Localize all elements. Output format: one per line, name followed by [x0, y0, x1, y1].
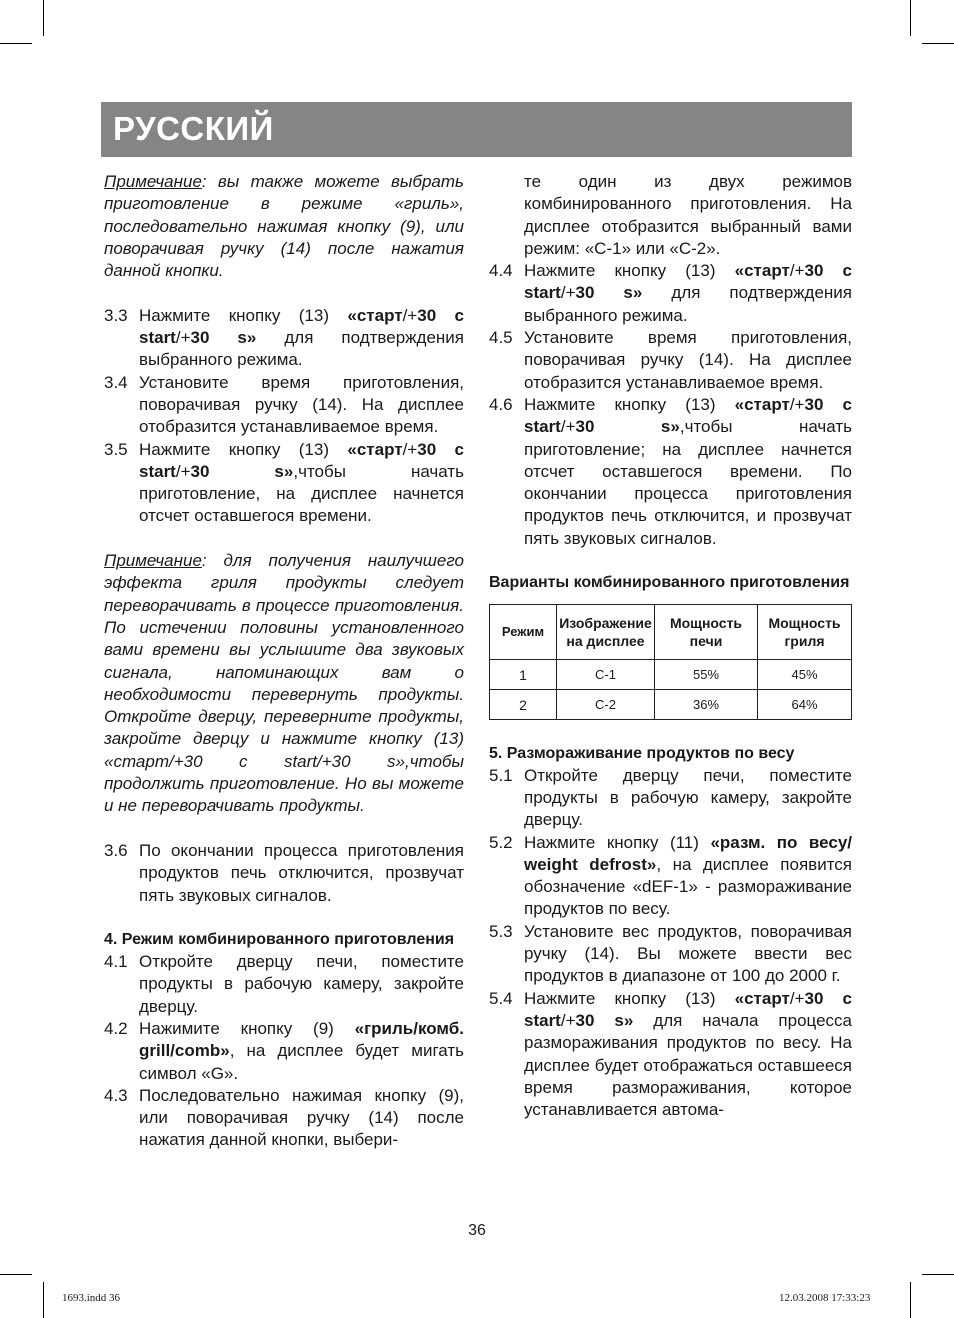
table-header: Мощность гриля: [758, 605, 852, 660]
table-row: 2 C-2 36% 64%: [490, 690, 852, 720]
section-heading-4: 4. Режим комбинированного приготовления: [104, 931, 455, 949]
table-header: Мощность печи: [655, 605, 758, 660]
step-3-5: 3.5 Нажмите кнопку (13) «старт/+30 c start/+30 s»,чтобы начать приготовление, на дисплее начнется отсчет оставшегося времени.: [104, 439, 465, 526]
step-4-1: 4.1 Откройте дверцу печи, поместите продукты в рабочую камеру, закройте дверцу.: [104, 952, 464, 1016]
table-header: Изображение на дисплее: [557, 605, 655, 660]
crop-mark: [43, 1282, 44, 1318]
right-column: [489, 171, 852, 1121]
crop-mark: [910, 1282, 911, 1318]
left-column: [104, 171, 464, 1152]
step-4-5: 4.5 Установите время приготовления, поворачивая ручку (14). На дисплее отобразится устанавливаемое время.: [489, 328, 852, 392]
step-3-6: 3.6 По окончании процесса приготовления продуктов печь отключится, прозвучат пять звуковых сигналов.: [104, 840, 464, 905]
crop-mark: [922, 1274, 954, 1275]
file-slug: 1693.indd 36: [62, 1292, 121, 1304]
step-5-4: 5.4 Нажмите кнопку (13) «старт/+30 c start/+30 s» для начала процесса размораживания продуктов по весу. На дисплее будет отображаться оставшееся время размораживания, которое устанавливается автома-: [489, 988, 852, 1120]
step-3-3: 3.3 Нажмите кнопку (13) «старт/+30 c start/+30 s» для подтверждения выбранного режима.: [104, 305, 464, 370]
crop-mark: [0, 1274, 32, 1275]
step-4-4: 4.4 Нажмите кнопку (13) «старт/+30 c start/+30 s» для подтверждения выбранного режима.: [489, 261, 852, 325]
table-title: Варианты комбинированного приготовления: [489, 574, 850, 592]
step-4-2: 4.2 Нажимите кнопку (9) «гриль/комб. grill/comb», на дисплее будет мигать символ «G».: [104, 1018, 464, 1083]
table-header: Режим: [490, 605, 557, 660]
crop-mark: [922, 43, 954, 44]
step-3-4: 3.4 Установите время приготовления, поворачивая ручку (14). На дисплее отобразится устанавливаемое время.: [104, 372, 464, 437]
note-turn-food: Примечание: для получения наилучшего эффекта гриля продукты следует переворачивать в процессе приготовления. По истечении половины установленного вами времени вы услышите два звуковых сигнала, напоминающих вам о необходимости перевернуть продукты. Откройте дверцу, переверните продукты, закройте дверцу и нажмите кнопку (13) «старт/+30 c start/+30 s»,чтобы продолжить приготовление. Но вы можете и не переворачивать продукты.: [104, 551, 464, 816]
page-title: РУССКИЙ: [113, 110, 274, 147]
step-5-2: 5.2 Нажмите кнопку (11) «разм. по весу/ weight defrost», на дисплее появится обозначение «dEF-1» - размораживание продуктов по весу.: [489, 832, 853, 919]
step-5-3: 5.3 Установите вес продуктов, поворачивая ручку (14). Вы можете ввести вес продуктов в диапазоне от 100 до 2000 г.: [489, 921, 852, 986]
section-heading-5: 5. Размораживание продуктов по весу: [489, 744, 795, 762]
language-header: [101, 102, 852, 157]
crop-mark: [43, 0, 44, 36]
step-4-3: 4.3 Последовательно нажимая кнопку (9), или поворачивая ручку (14) после нажатия данной кнопки, выбери-: [104, 1085, 464, 1150]
table-row: 1 C-1 55% 45%: [490, 660, 852, 690]
combination-modes-table: [489, 604, 852, 720]
step-5-1: 5.1 Откройте дверцу печи, поместите продукты в рабочую камеру, закройте дверцу.: [489, 765, 852, 830]
note-grill-mode: Примечание: вы также можете выбрать приготовление в режиме «гриль», последовательно нажимая кнопку (9), или поворачивая ручку (14) после нажатия данной кнопки.: [104, 172, 464, 281]
page-number: 36: [468, 1222, 486, 1239]
crop-mark: [910, 0, 911, 36]
timestamp-slug: 12.03.2008 17:33:23: [779, 1292, 871, 1304]
step-4-3-continued: те один из двух режимов комбинированного приготовления. На дисплее отобразится выбранный вами режим: «C-1» или «C-2».: [524, 172, 852, 258]
crop-mark: [0, 43, 32, 44]
step-4-6: 4.6 Нажмите кнопку (13) «старт/+30 c start/+30 s»,чтобы начать приготовление; на дисплее начнется отсчет оставшегося времени. По окончании процесса приготовления продуктов печь отключится, и прозвучат пять звуковых сигналов.: [489, 394, 853, 548]
